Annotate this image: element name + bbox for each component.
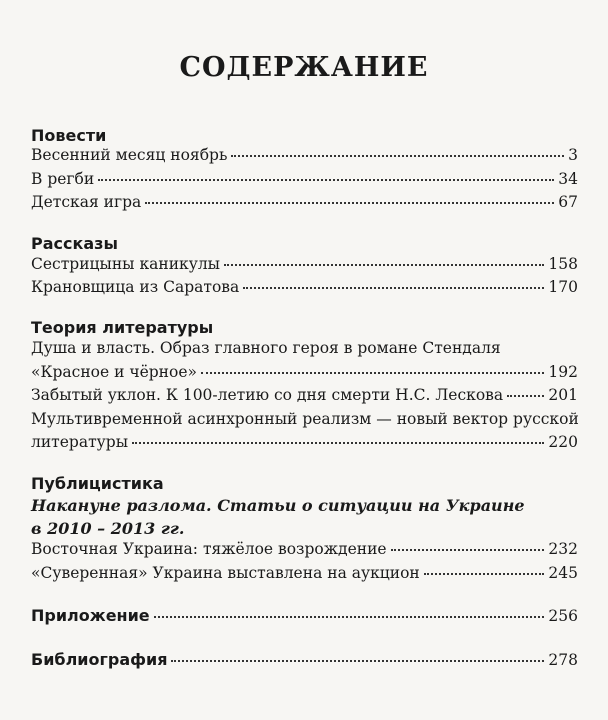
- toc-entry[interactable]: [31, 363, 578, 382]
- dot-leader: [243, 287, 544, 289]
- toc-entry-page: 170: [548, 278, 578, 296]
- toc-entry-page: 34: [558, 170, 578, 188]
- toc-entry-page: 245: [548, 564, 578, 582]
- section-title-teoria: Теория литературы: [31, 318, 214, 337]
- dot-leader: [145, 202, 554, 204]
- toc-entry-title: Сестрицыны каникулы: [31, 255, 221, 273]
- toc-entry-page: 67: [558, 193, 578, 211]
- toc-entry-title: «Суверенная» Украина выставлена на аукцион: [31, 564, 420, 582]
- toc-entry-page: 232: [548, 540, 578, 558]
- page-title: СОДЕРЖАНИЕ: [179, 52, 429, 83]
- dot-leader: [424, 573, 545, 575]
- dot-leader: [132, 442, 544, 444]
- toc-entry[interactable]: [31, 170, 578, 189]
- toc-entry-prilozhenie[interactable]: [31, 606, 578, 626]
- dot-leader: [98, 179, 554, 181]
- toc-entry-title: Детская игра: [31, 193, 142, 211]
- dot-leader: [391, 549, 545, 551]
- toc-entry[interactable]: [31, 255, 578, 274]
- toc-entry-page: 220: [548, 433, 578, 451]
- section-title-povesti: Повести: [31, 126, 107, 145]
- toc-entry-title: Забытый уклон. К 100-летию со дня смерти Н.С. Лескова: [31, 386, 504, 404]
- toc-entry[interactable]: [31, 193, 578, 212]
- toc-entry-page: 158: [548, 255, 578, 273]
- toc-entry-page: 192: [548, 363, 578, 381]
- dot-leader: [171, 660, 544, 662]
- toc-entry-title: В регби: [31, 170, 95, 188]
- toc-entry[interactable]: [31, 540, 578, 559]
- section-title-publicistika: Публицистика: [31, 474, 164, 493]
- dot-leader: [507, 395, 544, 397]
- toc-entry-title-line1: Мультивременной асинхронный реализм — новый вектор русской: [31, 410, 579, 428]
- toc-entry-title: Крановщица из Саратова: [31, 278, 240, 296]
- dot-leader: [154, 616, 545, 618]
- subsection-title-line2: в 2010 – 2013 гг.: [31, 519, 185, 538]
- toc-entry-title-line1: Душа и власть. Образ главного героя в романе Стендаля: [31, 339, 501, 357]
- dot-leader: [201, 372, 544, 374]
- toc-entry[interactable]: [31, 433, 578, 452]
- toc-entry[interactable]: [31, 146, 578, 165]
- subsection-title-line1: Накануне разлома. Статьи о ситуации на Украине: [31, 496, 525, 515]
- toc-entry-title: литературы: [31, 433, 129, 451]
- toc-entry[interactable]: [31, 278, 578, 297]
- toc-entry-title: Весенний месяц ноябрь: [31, 146, 228, 164]
- toc-entry-title: Приложение: [31, 606, 150, 625]
- section-title-rasskazy: Рассказы: [31, 234, 118, 253]
- toc-entry-bibliografia[interactable]: [31, 650, 578, 670]
- dot-leader: [231, 155, 564, 157]
- toc-entry-title: Библиография: [31, 650, 168, 669]
- toc-entry-title: «Красное и чёрное»: [31, 363, 198, 381]
- toc-entry-page: 201: [548, 386, 578, 404]
- toc-entry-title: Восточная Украина: тяжёлое возрождение: [31, 540, 387, 558]
- dot-leader: [224, 264, 544, 266]
- toc-entry[interactable]: [31, 386, 578, 405]
- toc-entry-page: 3: [568, 146, 578, 164]
- toc-entry-page: 256: [548, 607, 578, 625]
- toc-entry-page: 278: [548, 651, 578, 669]
- toc-entry[interactable]: [31, 564, 578, 583]
